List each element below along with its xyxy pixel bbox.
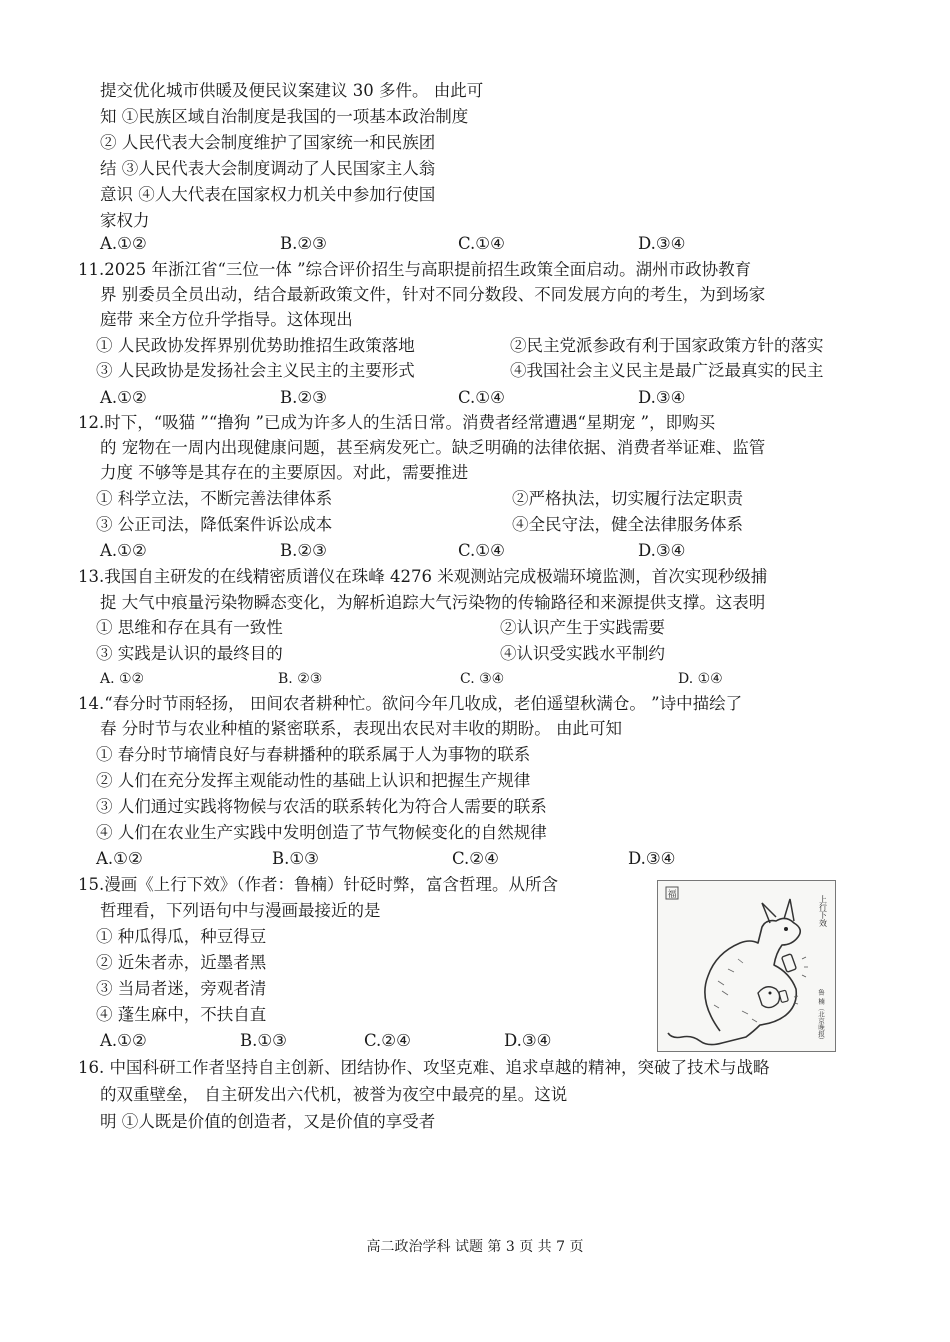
q15-option-a: A.①② — [100, 1031, 147, 1050]
q11-option-a: A.①② — [100, 388, 147, 407]
q16-line-3: 明 ①人既是价值的创造者，又是价值的享受者 — [100, 1112, 436, 1131]
q12-statement-4: ④全民守法，健全法律服务体系 — [512, 515, 743, 534]
q11-statement-1: ① 人民政协发挥界别优势助推招生政策落地 — [96, 336, 415, 355]
q14-option-c: C.②④ — [452, 849, 499, 868]
q15-option-b: B.①③ — [240, 1031, 287, 1050]
q11-line-2: 界 别委员全员出动，结合最新政策文件，针对不同分数段、不同发展方向的考生，为到场家 — [100, 285, 766, 304]
cartoon-joey-eye — [769, 992, 772, 995]
q11-statement-2: ②民主党派参政有利于国家政策方针的落实 — [510, 336, 824, 355]
q13-statement-3: ③ 实践是认识的最终目的 — [96, 644, 283, 663]
q14-statement-2: ② 人们在充分发挥主观能动性的基础上认识和把握生产规律 — [96, 771, 531, 790]
q15-line-2: 哲理看，下列语句中与漫画最接近的是 — [100, 901, 381, 920]
q14-option-d: D.③④ — [628, 849, 676, 868]
q12-option-a: A.①② — [100, 541, 147, 560]
q11-option-b: B.②③ — [280, 388, 327, 407]
q15-option-d: D.③④ — [504, 1031, 552, 1050]
q13-option-d: D. ①④ — [678, 671, 723, 687]
q10-line-5: 意识 ④人大代表在国家权力机关中参加行使国 — [100, 185, 436, 204]
q10-option-d: D.③④ — [638, 234, 686, 253]
q11-option-d: D.③④ — [638, 388, 686, 407]
q12-line-1: 12.时下，“吸猫 ”“撸狗 ”已成为许多人的生活日常。消费者经常遭遇“星期宠 ”，即购买 — [78, 413, 716, 432]
q14-option-a: A.①② — [96, 849, 143, 868]
q14-statement-1: ① 春分时节墒情良好与春耕播种的联系属于人为事物的联系 — [96, 745, 531, 764]
q12-line-2: 的 宠物在一周内出现健康问题，甚至病发死亡。缺乏明确的法律依据、消费者举证难、监管 — [100, 438, 766, 457]
q14-option-b: B.①③ — [272, 849, 319, 868]
q10-line-2: 知 ①民族区域自治制度是我国的一项基本政治制度 — [100, 107, 469, 126]
q11-statement-3: ③ 人民政协是发扬社会主义民主的主要形式 — [96, 361, 415, 380]
q15-statement-2: ② 近朱者赤，近墨者黑 — [96, 953, 267, 972]
cartoon-joey — [758, 987, 780, 1008]
q16-line-2: 的双重壁垒， 自主研发出六代机，被誉为夜空中最亮的星。这说 — [100, 1085, 568, 1104]
q10-line-6: 家权力 — [100, 211, 150, 230]
q12-statement-3: ③ 公正司法，降低案件诉讼成本 — [96, 515, 333, 534]
q12-option-d: D.③④ — [638, 541, 686, 560]
q11-line-3: 庭带 来全方位升学指导。这体现出 — [100, 310, 353, 329]
q10-option-c: C.①④ — [458, 234, 505, 253]
cartoon-fur-hatching — [714, 959, 757, 1022]
q14-statement-4: ④ 人们在农业生产实践中发明创造了节气物候变化的自然规律 — [96, 823, 547, 842]
q13-option-c: C. ③④ — [460, 671, 505, 687]
q10-option-b: B.②③ — [280, 234, 327, 253]
q14-line-1: 14.“春分时节雨轻扬， 田间农者耕种忙。欲问今年几收成，老伯遥望秋满仓。 ”诗中描绘了 — [78, 694, 743, 713]
cartoon-kangaroo-drawing — [658, 881, 835, 1051]
cartoon-credit: 鲁 楠（北京晚报） — [817, 989, 825, 1044]
q10-line-3: ② 人民代表大会制度维护了国家统一和民族团 — [100, 133, 436, 152]
q10-option-a: A.①② — [100, 234, 147, 253]
q15-statement-4: ④ 蓬生麻中，不扶自直 — [96, 1005, 267, 1024]
q13-line-1: 13.我国自主研发的在线精密质谱仪在珠峰 4276 米观测站完成极端环境监测，首次实现秒级捕 — [78, 567, 768, 586]
cartoon-phone-large — [782, 954, 797, 972]
q16-line-1: 16. 中国科研工作者坚持自主创新、团结协作、攻坚克难、追求卓越的精神，突破了技术与战略 — [78, 1058, 770, 1077]
cartoon-phone-small — [779, 990, 789, 1002]
q13-statement-1: ① 思维和存在具有一致性 — [96, 618, 283, 637]
cartoon-title: 上行下效 — [818, 895, 828, 927]
cartoon-kangaroo-outline — [668, 918, 800, 1044]
cartoon-eye — [784, 927, 788, 931]
q12-statement-2: ②严格执法，切实履行法定职责 — [512, 489, 743, 508]
q14-statement-3: ③ 人们通过实践将物候与农活的联系转化为符合人需要的联系 — [96, 797, 547, 816]
q15-line-1: 15.漫画《上行下效》（作者：鲁楠）针砭时弊，富含哲理。从所含 — [78, 875, 558, 894]
q15-statement-3: ③ 当局者迷，旁观者清 — [96, 979, 267, 998]
q15-statement-1: ① 种瓜得瓜，种豆得豆 — [96, 927, 267, 946]
q15-option-c: C.②④ — [364, 1031, 411, 1050]
q12-option-c: C.①④ — [458, 541, 505, 560]
q10-line-1: 提交优化城市供暖及便民议案建议 30 多件。 由此可 — [100, 81, 484, 100]
q12-option-b: B.②③ — [280, 541, 327, 560]
q13-statement-2: ②认识产生于实践需要 — [500, 618, 665, 637]
q13-statement-4: ④认识受实践水平制约 — [500, 644, 665, 663]
cartoon-seal: 福 — [667, 890, 677, 900]
q11-statement-4: ④我国社会主义民主是最广泛最真实的民主 — [510, 361, 824, 380]
cartoon-image — [657, 880, 836, 1052]
q13-option-b: B. ②③ — [278, 671, 323, 687]
q14-line-2: 春 分时节与农业种植的紧密联系，表现出农民对丰收的期盼。 由此可知 — [100, 719, 622, 738]
q13-line-2: 捉 大气中痕量污染物瞬态变化，为解析追踪大气污染物的传输路径和来源提供支撑。这表明 — [100, 593, 766, 612]
q10-line-4: 结 ③人民代表大会制度调动了人民国家主人翁 — [100, 159, 436, 178]
q12-line-3: 力度 不够等是其存在的主要原因。对此，需要推进 — [100, 463, 469, 482]
q11-line-1: 11.2025 年浙江省“三位一体 ”综合评价招生与高职提前招生政策全面启动。湖州市政协教育 — [78, 260, 752, 279]
page-footer: 高二政治学科 试题 第 3 页 共 7 页 — [366, 1239, 584, 1255]
q13-option-a: A. ①② — [100, 671, 145, 687]
q11-option-c: C.①④ — [458, 388, 505, 407]
q12-statement-1: ① 科学立法，不断完善法律体系 — [96, 489, 333, 508]
